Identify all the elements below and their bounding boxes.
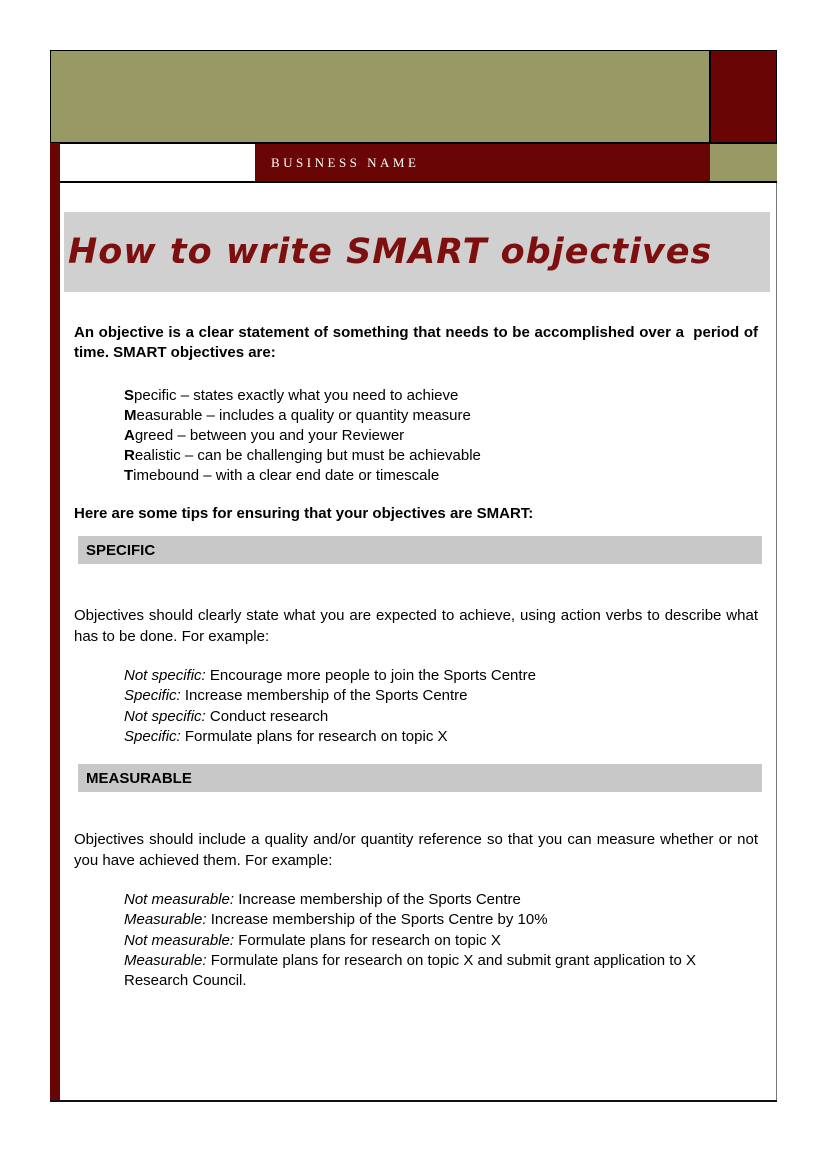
smart-text: greed – between you and your Reviewer	[134, 427, 405, 444]
examples-measurable	[124, 890, 762, 991]
section-body-specific: Objectives should clearly state what you are expected to achieve, using action verbs to describe what has to be done. For example:	[74, 607, 758, 645]
page-title: How to write SMART objectives	[68, 232, 713, 272]
smart-definition-list	[124, 386, 481, 486]
masthead-name-row	[60, 143, 777, 183]
smart-list-item	[124, 386, 481, 406]
example-label: Not specific:	[124, 667, 206, 684]
section-header-label: MEASURABLE	[86, 769, 192, 787]
smart-letter: R	[124, 447, 135, 464]
examples-specific	[124, 666, 762, 747]
title-banner	[64, 212, 770, 292]
smart-text: easurable – includes a quality or quantity measure	[136, 407, 471, 424]
example-line	[124, 890, 762, 910]
smart-text: pecific – states exactly what you need to achieve	[134, 387, 459, 404]
smart-text: imebound – with a clear end date or timescale	[133, 467, 440, 484]
example-label: Not specific:	[124, 707, 206, 725]
smart-letter: S	[124, 387, 135, 404]
example-text: Increase membership of the Sports Centre	[238, 891, 521, 908]
masthead-white-box	[60, 144, 255, 181]
example-text: Formulate plans for research on topic X	[184, 727, 448, 745]
page-bottom-border	[50, 1100, 777, 1102]
smart-list-item	[124, 426, 481, 446]
example-label: Specific:	[124, 687, 181, 705]
masthead-red-square	[710, 50, 777, 143]
example-line	[124, 727, 762, 747]
example-text: Formulate plans for research on topic X	[238, 931, 501, 949]
business-name-bar	[255, 144, 710, 181]
example-label: Measurable:	[124, 911, 207, 929]
page-right-border	[776, 183, 777, 1102]
section-body-measurable: Objectives should include a quality and/or quantity reference so that you can measure whether or not you have achieved them. For example:	[74, 831, 758, 869]
example-label: Specific:	[124, 727, 181, 745]
intro-paragraph: An objective is a clear statement of something that needs to be accomplished over a period of time. SMART objectives are:	[74, 324, 763, 361]
example-line	[124, 951, 762, 992]
example-line	[124, 931, 762, 951]
example-line	[124, 707, 762, 727]
smart-letter: A	[124, 427, 135, 444]
example-line	[124, 686, 762, 706]
masthead-olive-square	[710, 144, 777, 181]
masthead-olive-band	[50, 50, 710, 143]
tips-heading: Here are some tips for ensuring that your objectives are SMART:	[74, 505, 534, 522]
example-label: Measurable:	[124, 951, 207, 969]
page-left-accent-strip	[50, 143, 60, 1102]
smart-list-item	[124, 466, 481, 486]
smart-list-item	[124, 406, 481, 426]
smart-list-item	[124, 446, 481, 466]
example-label: Not measurable:	[124, 931, 235, 949]
section-header-specific	[78, 536, 762, 564]
example-text: Formulate plans for research on topic X and submit grant application to X Research Council.	[124, 951, 696, 990]
example-text: Encourage more people to join the Sports Centre	[209, 667, 536, 684]
example-text: Increase membership of the Sports Centre	[184, 687, 468, 705]
example-label: Not measurable:	[124, 891, 235, 908]
example-line	[124, 910, 762, 930]
smart-letter: T	[124, 467, 134, 484]
smart-letter: M	[124, 407, 137, 424]
example-text: Increase membership of the Sports Centre by 10%	[210, 911, 548, 929]
business-name-label: BUSINESS NAME	[271, 154, 420, 170]
example-text: Conduct research	[209, 707, 329, 725]
section-header-label: SPECIFIC	[86, 541, 156, 559]
section-header-measurable	[78, 764, 762, 792]
smart-text: ealistic – can be challenging but must be achievable	[134, 447, 481, 464]
example-line	[124, 666, 762, 686]
